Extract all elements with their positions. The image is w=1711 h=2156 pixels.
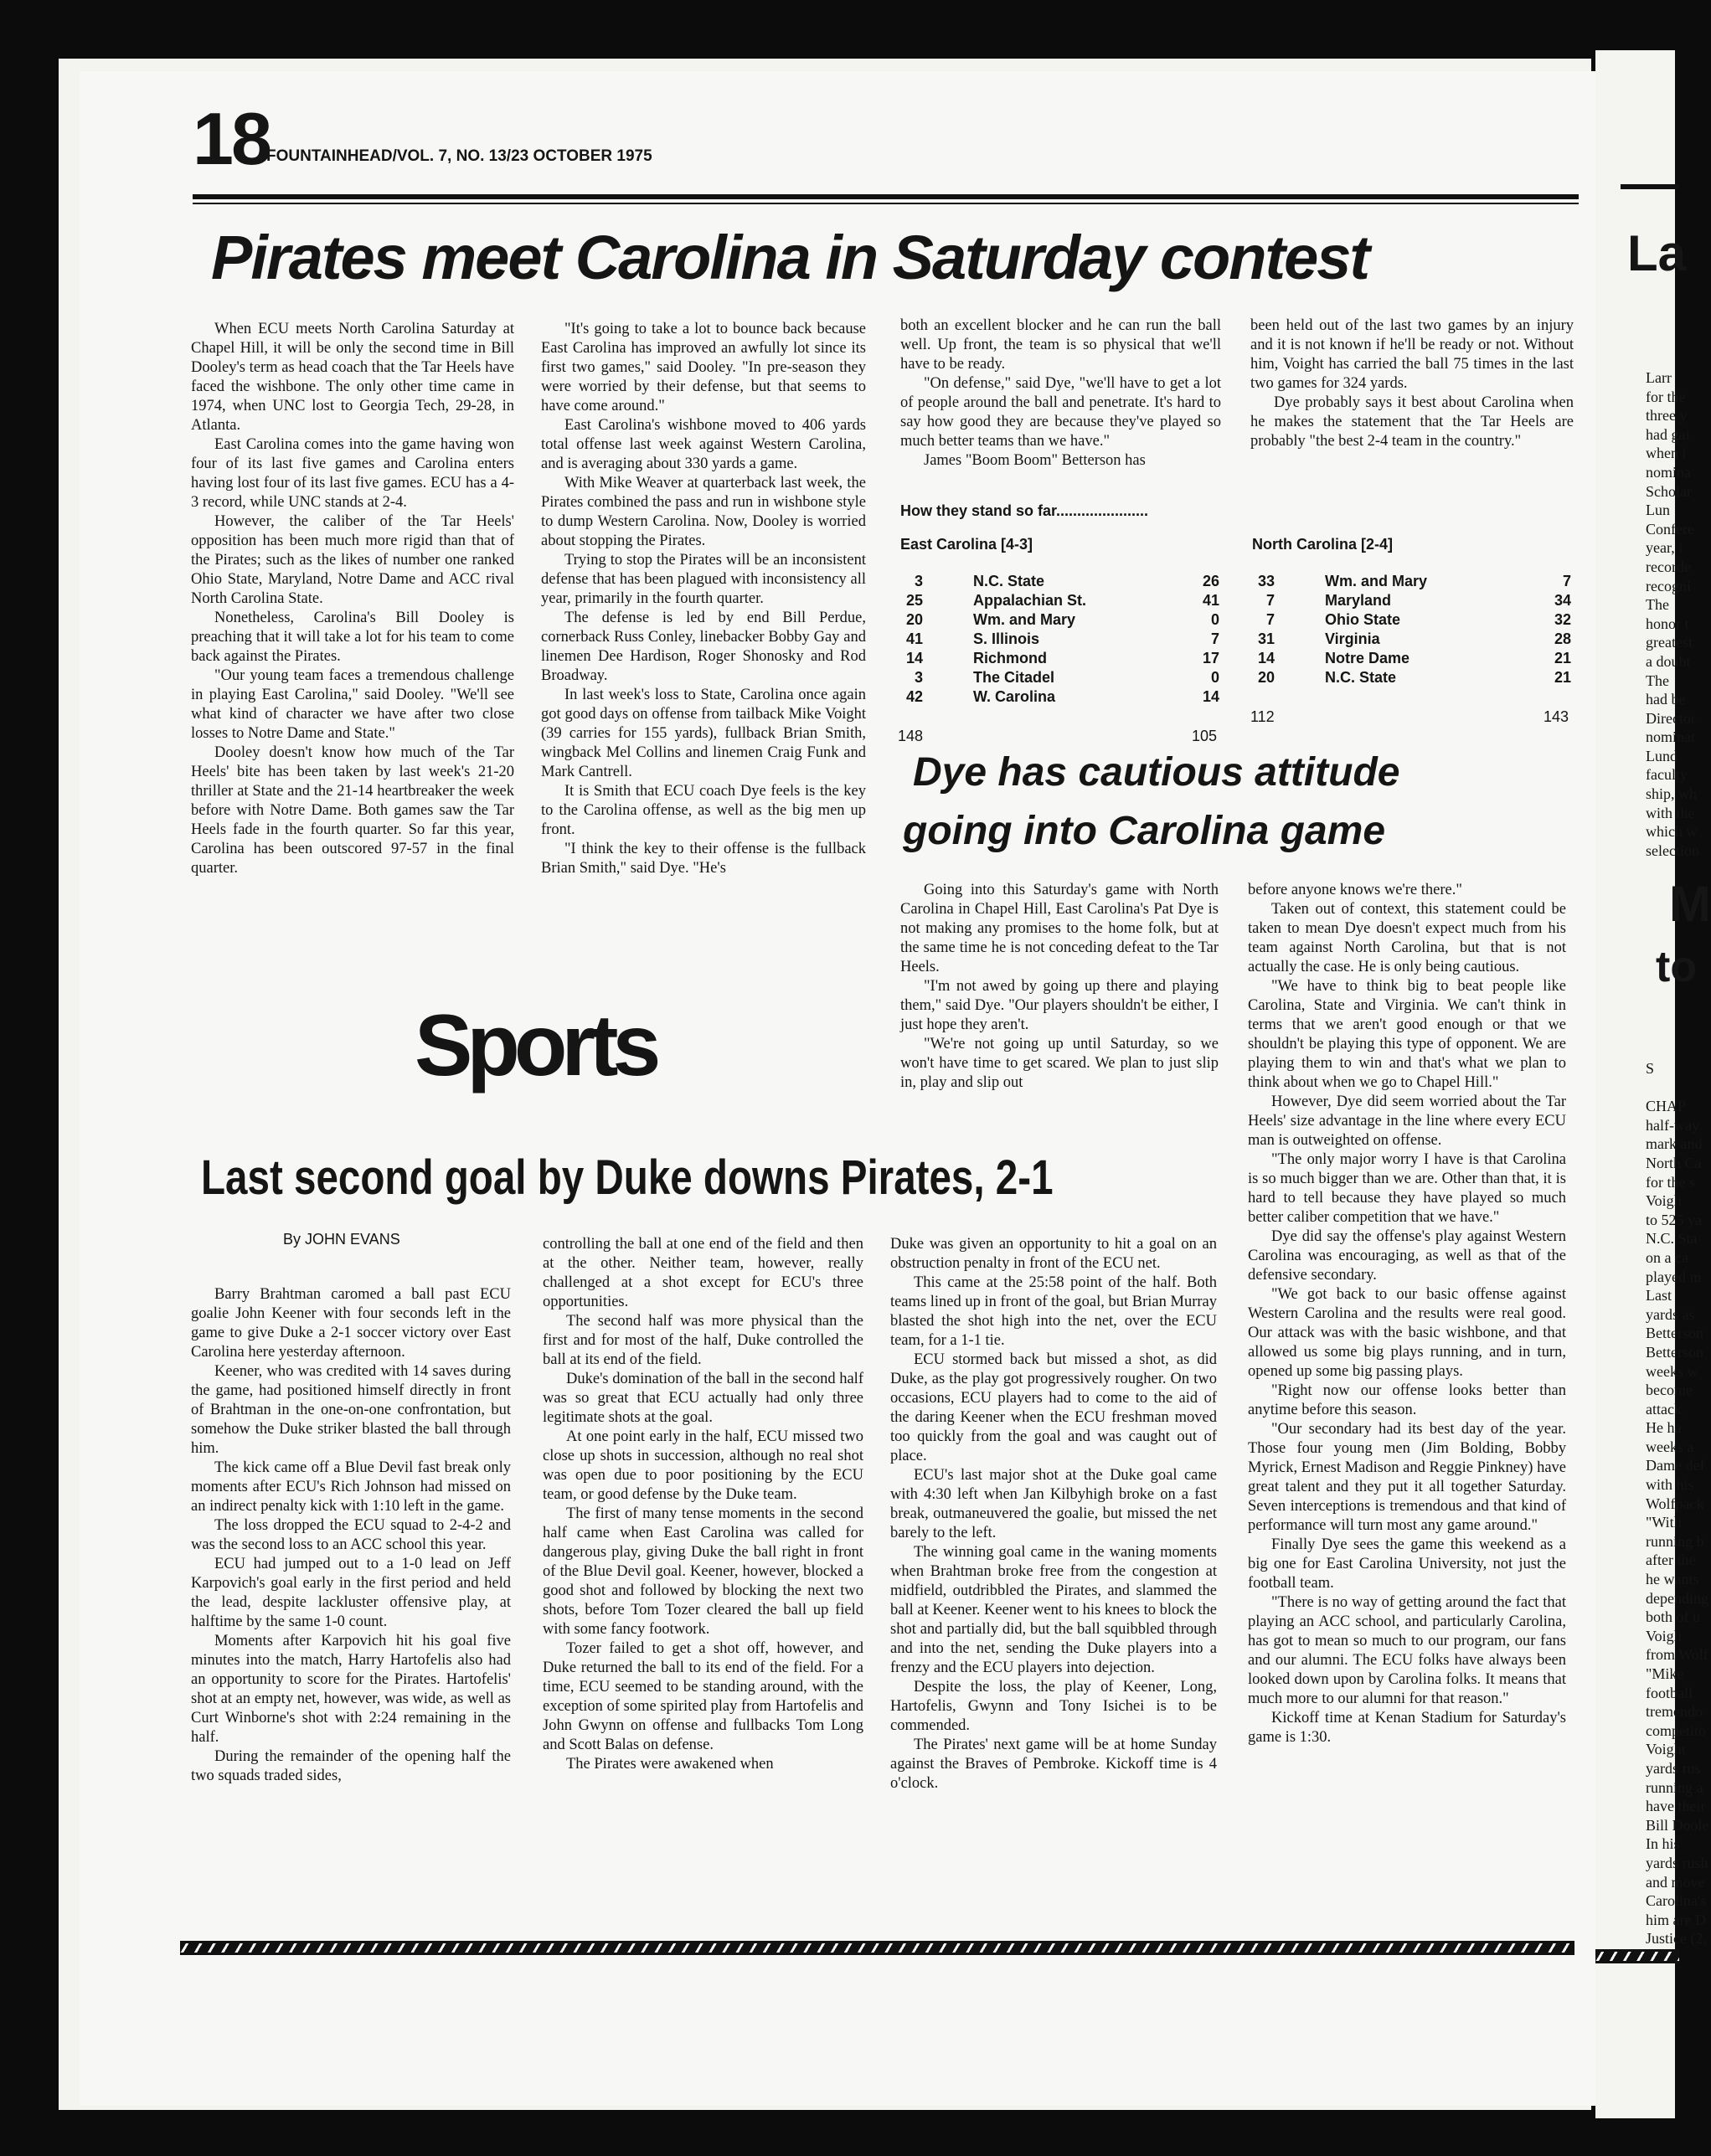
header-rule-thin	[193, 203, 1579, 204]
adjacent-text-line: recorde	[1646, 558, 1691, 575]
paragraph: The winning goal came in the waning moments when Brahtman broke free from the congestion at midfield, outdribbled the Pirates, and slammed the ball at Keener. Keener went to his knees to block the shot and partially did, but the ball squibbled through and into the net, sending the Duke players into a frenzy and the ECU players into dejection.	[890, 1544, 1217, 1676]
unc-total-points: 112	[1250, 708, 1275, 725]
opponent-name: Virginia	[1325, 630, 1380, 647]
adjacent-text-line: three y	[1646, 407, 1688, 425]
adjacent-text-line: running a	[1646, 1778, 1703, 1796]
adjacent-text-line: for the s	[1646, 1173, 1695, 1191]
paragraph: "I think the key to their offense is the fullback Brian Smith," said Dye. "He's	[541, 841, 866, 877]
adjacent-text-line: Voigh	[1646, 1627, 1682, 1644]
article1-column-2	[541, 320, 866, 878]
adjacent-text-line: Dame def	[1646, 1457, 1705, 1474]
standings-row	[896, 591, 1223, 610]
adjacent-text-line: have their	[1646, 1798, 1706, 1815]
adjacent-text-line: Lund	[1646, 747, 1678, 764]
headline-dye-line-1: Dye has cautious attitude	[913, 750, 1400, 795]
opponent-name: The Citadel	[973, 669, 1055, 686]
paragraph: "We're not going up until Saturday, so we won't have time to get scared. We plan to just slip in, play and slip out	[900, 1036, 1219, 1091]
adjacent-text-line: tremendo	[1646, 1703, 1703, 1721]
article1-column-4	[1250, 316, 1574, 451]
adjacent-text-line: a doubt	[1646, 652, 1691, 670]
paragraph: The second half was more physical than the first and for most of the half, Duke controlled the ball at its end of the field.	[543, 1313, 863, 1368]
paragraph: "It's going to take a lot to bounce back because East Carolina has improved an awfully lot since its first two games," said Dooley. "In pre-season they were worried by their defense, but that seems to have come around."	[541, 321, 866, 414]
paragraph: The first of many tense moments in the second half came when East Carolina was called for dangerous play, giving Duke the ball right in front of the Blue Devil goal. Keener, however, blocked a good shot and followed by blocking the next two shots, before Tom Tozer cleared the ball up field with some fancy footwork.	[543, 1505, 863, 1638]
paragraph: both an excellent blocker and he can run the ball well. Up front, the team is so physical that we'll have to be ready.	[900, 317, 1221, 373]
paragraph: However, Dye did seem worried about the Tar Heels' size advantage in the line where every ECU man is outweighted on offense.	[1248, 1093, 1566, 1149]
adjacent-text-line: competito	[1646, 1721, 1706, 1739]
adjacent-text-line: played m	[1646, 1268, 1702, 1285]
headline-dye-line-2: going into Carolina game	[903, 809, 1386, 853]
adjacent-text-line: weeks a	[1646, 1438, 1694, 1455]
paragraph: Dye probably says it best about Carolina when he makes the statement that the Tar Heels are probably "the best 2-4 team in the country."	[1250, 394, 1574, 450]
paragraph: Taken out of context, this statement could be taken to mean Dye doesn't expect much from his team against North Carolina, but that is not actually the case. He is only being cautious.	[1248, 901, 1566, 975]
paragraph: "There is no way of getting around the fact that playing an ACC school, and particularly Carolina, has got to mean so much to our program, our fans and our alumni. The ECU folks have always been looked down upon by Carolina folks. It means that much more to our alumni for that reason."	[1248, 1594, 1566, 1707]
adjacent-column-b	[1646, 1059, 1709, 1948]
adjacent-text-line: for the	[1646, 388, 1686, 405]
score-against: 41	[1202, 592, 1219, 609]
standings-ecu-table	[896, 572, 1223, 707]
score-for: 31	[1257, 630, 1275, 647]
score-against: 0	[1210, 611, 1219, 628]
adjacent-page	[1595, 50, 1711, 2118]
paragraph: East Carolina's wishbone moved to 406 yards total offense last week against Western Carolina, and is averaging about 330 yards a game.	[541, 417, 866, 472]
paragraph: "I'm not awed by going up there and playing them," said Dye. "Our players shouldn't be either, I just hope they aren't.	[900, 978, 1219, 1033]
score-for: 14	[905, 650, 923, 666]
paragraph: Barry Brahtman caromed a ball past ECU goalie John Keener with four seconds left in the game to give Duke a 2-1 soccer victory over East Carolina here yesterday afternoon.	[191, 1286, 511, 1361]
paragraph: At one point early in the half, ECU missed two close up shots in succession, although no real shot was open due to poor positioning by the ECU team, or good defense by the Duke team.	[543, 1428, 863, 1503]
paragraph: controlling the ball at one end of the field and then at the other. Neither team, however, really challenged at a shot except for ECU's three opportunities.	[543, 1236, 863, 1310]
adjacent-text-line: yards rush	[1646, 1854, 1708, 1871]
score-for: 3	[914, 669, 923, 686]
article3-column-3	[890, 1235, 1217, 1793]
adjacent-text-line: mark and	[1646, 1135, 1703, 1153]
adjacent-text-line: selection	[1646, 841, 1699, 859]
adjacent-text-line: North Ca	[1646, 1154, 1702, 1171]
adjacent-text-line: on a ca	[1646, 1248, 1688, 1266]
paragraph: Moments after Karpovich hit his goal five minutes into the match, Harry Hartofelis also had an opportunity to score for the Pirates. Hartofelis' shot at an empty net, however, was wide, as well as Curt Winborne's shot with 2:24 remaining in the half.	[191, 1633, 511, 1746]
score-for: 3	[914, 573, 923, 589]
adjacent-rule	[1621, 184, 1679, 189]
score-against: 21	[1554, 669, 1571, 686]
score-against: 17	[1202, 650, 1219, 666]
ecu-total-points: 148	[898, 728, 924, 744]
adjacent-text-line: Wolfpack	[1646, 1495, 1704, 1512]
adjacent-text-line: half-way	[1646, 1116, 1699, 1134]
adjacent-text-line: yards as	[1646, 1305, 1695, 1323]
standings-row	[896, 668, 1223, 687]
paragraph: "Our secondary had its best day of the year. Those four young men (Jim Bolding, Bobby Myrick, Ernest Madison and Reggie Pinkney) have great talent and they put it all together Saturday. Seven interceptions is tremendous and that kind of performance will turn most any game around."	[1248, 1421, 1566, 1534]
standings-title: How they stand so far......................	[900, 502, 1149, 519]
adjacent-text-line: Justice (2,	[1646, 1930, 1707, 1948]
adjacent-text-line: Confere	[1646, 520, 1694, 538]
adjacent-text-line: football	[1646, 1684, 1693, 1701]
score-for: 20	[905, 611, 923, 628]
adjacent-text-line: Director	[1646, 709, 1696, 727]
adjacent-text-line: The	[1646, 671, 1669, 689]
adjacent-text-line: to 525 ya	[1646, 1211, 1702, 1228]
standings-row	[1248, 649, 1574, 668]
paragraph: before anyone knows we're there."	[1248, 882, 1462, 898]
paragraph: However, the caliber of the Tar Heels' opposition has been much more rigid than that of the Pirates; such as the likes of number one ranked Ohio State, Maryland, Notre Dame and ACC rival North Carolina State.	[191, 513, 514, 607]
paragraph: It is Smith that ECU coach Dye feels is the key to the Carolina offense, as well as the big men up front.	[541, 783, 866, 838]
opponent-name: Richmond	[973, 650, 1047, 666]
score-against: 7	[1210, 630, 1219, 647]
adjacent-text-line: Scholar	[1646, 482, 1692, 500]
paragraph: East Carolina comes into the game having won four of its last five games and Carolina enters having lost four of its last five games. ECU has a 4-3 record, while UNC stands at 2-4.	[191, 436, 514, 511]
adjacent-text-line: He ha	[1646, 1419, 1682, 1437]
bottom-ornamental-rule	[180, 1941, 1574, 1955]
score-against: 21	[1554, 650, 1571, 666]
paragraph: ECU's last major shot at the Duke goal came with 4:30 left when Jan Kilbyhigh broke on a fast break, outmaneuvered the goalie, but missed the net barely to the left.	[890, 1467, 1217, 1541]
standings-row	[896, 610, 1223, 630]
score-for: 20	[1257, 669, 1275, 686]
paragraph: ECU stormed back but missed a shot, as did Duke, as the play got progressively rougher. On two occasions, ECU players had to come to the aid of the daring Keener when the ECU freshman moved too quickly from the goal and was caught out of place.	[890, 1351, 1217, 1464]
paragraph: "We have to think big to beat people like Carolina, State and Virginia. We can't think in terms that we aren't good enough or that we shouldn't be playing this type of opponent. We are playing them to win and that's what we plan to think about when we go to Chapel Hill."	[1248, 978, 1566, 1091]
adjacent-text-line: Larr	[1646, 369, 1672, 386]
paragraph: In last week's loss to State, Carolina once again got good days on offense from tailback Mike Voight (39 carries for 155 yards), fullback Brian Smith, wingback Mel Collins and linemen Craig Funk and Mark Cantrell.	[541, 687, 866, 780]
score-against: 34	[1554, 592, 1571, 609]
score-against: 26	[1202, 573, 1219, 589]
adjacent-text-line: when i	[1646, 445, 1687, 462]
opponent-name: W. Carolina	[973, 688, 1056, 705]
page-number: 18	[193, 97, 270, 180]
adjacent-text-line: CHAP	[1646, 1098, 1687, 1115]
adjacent-text-line: Bill Doole	[1646, 1816, 1709, 1834]
adjacent-text-line: ship, wh	[1646, 785, 1698, 803]
adjacent-text-line: recogni	[1646, 577, 1691, 594]
standings-row	[896, 687, 1223, 707]
adjacent-headline2-fragment: M	[1669, 876, 1711, 932]
adjacent-text-line: he wants	[1646, 1571, 1699, 1588]
adjacent-text-line: both of u	[1646, 1608, 1700, 1626]
section-title-sports: Sports	[415, 997, 656, 1094]
opponent-name: Appalachian St.	[973, 592, 1087, 609]
score-against: 28	[1554, 630, 1571, 647]
paragraph: The loss dropped the ECU squad to 2-4-2 and was the second loss to an ACC school this year.	[191, 1517, 511, 1553]
opponent-name: Maryland	[1325, 592, 1392, 609]
score-against: 14	[1202, 688, 1219, 705]
opponent-name: Wm. and Mary	[1325, 573, 1428, 589]
adjacent-text-line: Betterson	[1646, 1325, 1703, 1342]
paragraph: Dooley doesn't know how much of the Tar Heels' bite has been taken by last week's 21-20 thriller at State and the 21-14 heartbreaker the week before with Notre Dame. Both games saw the Tar Heels fade in the fourth quarter. So far this year, Carolina has been outscored 97-57 in the final quarter.	[191, 744, 514, 877]
adjacent-column-a	[1646, 368, 1699, 860]
adjacent-text-line: N.C. Sta	[1646, 1230, 1698, 1248]
opponent-name: Wm. and Mary	[973, 611, 1076, 628]
adjacent-text-line: nomina	[1646, 463, 1691, 481]
paragraph: With Mike Weaver at quarterback last week, the Pirates combined the pass and run in wishbone style to dump Western Carolina. Now, Dooley is worried about stopping the Pirates.	[541, 475, 866, 549]
adjacent-text-line: Lun	[1646, 502, 1670, 519]
adjacent-text-line: weeks w	[1646, 1362, 1698, 1380]
adjacent-bottom-rule	[1595, 1949, 1679, 1963]
opponent-name: N.C. State	[1325, 669, 1397, 686]
adjacent-text-line: and move	[1646, 1873, 1705, 1891]
paragraph: "We got back to our basic offense against Western Carolina and the results were real good. Our attack was with the basic wishbone, and that allowed us some big plays running, and in turn, opened up some big passing plays.	[1248, 1286, 1566, 1380]
adjacent-text-line: Carolina's	[1646, 1892, 1707, 1910]
adjacent-text-line: greatest	[1646, 634, 1693, 651]
adjacent-text-line: running b	[1646, 1532, 1704, 1550]
score-against: 0	[1210, 669, 1219, 686]
article1-column-1	[191, 320, 514, 878]
paragraph: During the remainder of the opening half the two squads traded sides,	[191, 1748, 511, 1784]
paragraph: This came at the 25:58 point of the half. Both teams lined up in front of the goal, but Brian Murray blasted the shot high into the net, over the ECU team, for a 1-1 tie.	[890, 1274, 1217, 1349]
article2-column-1	[900, 881, 1219, 1093]
adjacent-text-line: Betterson	[1646, 1343, 1703, 1361]
opponent-name: N.C. State	[973, 573, 1045, 589]
paragraph: Dye did say the offense's play against Western Carolina was encouraging, as well as that of the defensive secondary.	[1248, 1228, 1566, 1284]
standings-row	[896, 630, 1223, 649]
adjacent-text-line: which w	[1646, 823, 1698, 841]
paragraph: James "Boom Boom" Betterson has	[924, 452, 1146, 469]
adjacent-text-line: Voigh	[1646, 1192, 1682, 1210]
score-for: 7	[1265, 592, 1275, 609]
paragraph: "The only major worry I have is that Carolina is so much bigger than we are. Other than that, it is hard to tell because they have played so much better caliber competition that we have."	[1248, 1151, 1566, 1226]
adjacent-text-line: faculty	[1646, 766, 1688, 784]
opponent-name: S. Illinois	[973, 630, 1040, 647]
adjacent-text-line: him are D	[1646, 1911, 1706, 1928]
headline-pirates-meet-carolina: Pirates meet Carolina in Saturday contest	[211, 223, 1369, 292]
standings-row	[896, 572, 1223, 591]
paragraph: Tozer failed to get a shot off, however, and Duke returned the ball to its end of the field. For a time, ECU seemed to be standing around, with the exception of some spirited play from Hartofelis and John Gwynn on offense and fullbacks Tom Long and Scott Balas on defense.	[543, 1640, 863, 1753]
standings-ecu-title: East Carolina [4-3]	[900, 536, 1033, 553]
paragraph: Kickoff time at Kenan Stadium for Saturday's game is 1:30.	[1248, 1710, 1566, 1746]
article3-column-1	[191, 1285, 511, 1786]
headline-last-second-goal: Last second goal by Duke downs Pirates, 2-1	[201, 1150, 1054, 1205]
paragraph: The defense is led by end Bill Perdue, cornerback Russ Conley, linebacker Bobby Gay and linemen Dee Hardison, Roger Shonosky and Rod Broadway.	[541, 610, 866, 684]
standings-row	[1248, 572, 1574, 591]
paragraph: Duke was given an opportunity to hit a goal on an obstruction penalty in front of the ECU net.	[890, 1236, 1217, 1272]
article2-column-2	[1248, 881, 1566, 1747]
adjacent-text-line: attack.	[1646, 1400, 1686, 1418]
unc-total-opponent: 143	[1544, 708, 1569, 725]
paragraph: Keener, who was credited with 14 saves during the game, had positioned himself directly in front of Brahtman in the one-on-one confrontation, but somehow the Duke striker blasted the ball through him.	[191, 1363, 511, 1457]
adjacent-text-line: year, i	[1646, 539, 1683, 557]
paragraph: Duke's domination of the ball in the second half was so great that ECU actually had only three legitimate shots at the goal.	[543, 1371, 863, 1426]
standings-row	[1248, 668, 1574, 687]
article1-column-3	[900, 316, 1221, 471]
header-rule	[193, 194, 1579, 199]
article3-column-2	[543, 1235, 863, 1774]
score-for: 33	[1257, 573, 1275, 589]
opponent-name: Ohio State	[1325, 611, 1401, 628]
paragraph: Finally Dye sees the game this weekend as a big one for East Carolina University, not just the football team.	[1248, 1536, 1566, 1592]
adjacent-text-line: had be	[1646, 691, 1686, 708]
adjacent-text-line	[1646, 1078, 1709, 1098]
adjacent-text-line: after the	[1646, 1551, 1696, 1569]
adjacent-text-line: become	[1646, 1382, 1693, 1399]
folio-line: FOUNTAINHEAD/VOL. 7, NO. 13/23 OCTOBER 1975	[266, 147, 652, 165]
standings-unc-title: North Carolina [2-4]	[1252, 536, 1394, 553]
score-for: 42	[905, 688, 923, 705]
adjacent-headline-fragment: La	[1627, 225, 1687, 281]
ecu-total-opponent: 105	[1192, 728, 1218, 744]
adjacent-text-line: with his	[1646, 1476, 1694, 1494]
adjacent-text-line: had gai	[1646, 425, 1690, 443]
paragraph: been held out of the last two games by an injury and it is not known if he'll be ready or not. Without him, Voight has carried the ball 75 times in the last two games for 324 yards.	[1250, 317, 1574, 392]
paragraph: Going into this Saturday's game with North Carolina in Chapel Hill, East Carolina's Pat Dye is not making any promises to the home folk, but at the same time he is not conceding defeat to the Tar Heels.	[900, 882, 1219, 975]
adjacent-text-line: Last	[1646, 1287, 1672, 1304]
byline: By JOHN EVANS	[283, 1231, 400, 1248]
adjacent-text-line: from Wolf	[1646, 1646, 1708, 1664]
paragraph: Trying to stop the Pirates will be an inconsistent defense that has been plagued with inconsistency all year, primarily in the fourth quarter.	[541, 552, 866, 607]
adjacent-text-line: "Mike	[1646, 1665, 1684, 1682]
adjacent-text-line: nominat	[1646, 728, 1695, 746]
paragraph: The Pirates were awakened when	[566, 1756, 774, 1773]
adjacent-text-line: In his	[1646, 1835, 1680, 1853]
paragraph: When ECU meets North Carolina Saturday at Chapel Hill, it will be only the second time in Bill Dooley's term as head coach that the Tar Heels have faced the wishbone. The only other time came in 1974, when UNC lost to Georgia Tech, 29-28, in Atlanta.	[191, 321, 514, 434]
score-against: 32	[1554, 611, 1571, 628]
adjacent-text-line: Voight	[1646, 1741, 1686, 1758]
adjacent-headline3-fragment: to	[1656, 943, 1698, 991]
adjacent-text-line: The	[1646, 596, 1669, 614]
score-for: 41	[905, 630, 923, 647]
paragraph: "Our young team faces a tremendous challenge in playing East Carolina," said Dooley. "We'll see what kind of character we have after two close losses to Notre Dame and State."	[191, 667, 514, 742]
adjacent-text-line: depending	[1646, 1589, 1708, 1607]
paragraph: The kick came off a Blue Devil fast break only moments after ECU's Rich Johnson had missed on an indirect penalty kick with 1:10 left in the game.	[191, 1459, 511, 1515]
score-for: 25	[905, 592, 923, 609]
adjacent-text-line: with the	[1646, 804, 1695, 821]
adjacent-text-line: yards rus	[1646, 1759, 1701, 1777]
adjacent-text-line: S	[1646, 1060, 1655, 1077]
paragraph: ECU had jumped out to a 1-0 lead on Jeff Karpovich's goal early in the first period and held the lead, despite lackluster offensive play, at halftime by the same 1-0 count.	[191, 1556, 511, 1630]
standings-unc-table	[1248, 572, 1574, 687]
standings-row	[1248, 630, 1574, 649]
paragraph: "Right now our offense looks better than anytime before this season.	[1248, 1382, 1566, 1418]
paragraph: Despite the loss, the play of Keener, Long, Hartofelis, Gwynn and Tony Isichei is to be commended.	[890, 1679, 1217, 1734]
adjacent-text-line: honor t	[1646, 615, 1689, 632]
paragraph: The Pirates' next game will be at home Sunday against the Braves of Pembroke. Kickoff time is 4 o'clock.	[890, 1737, 1217, 1792]
score-for: 7	[1265, 611, 1275, 628]
score-for: 14	[1257, 650, 1275, 666]
standings-row	[1248, 610, 1574, 630]
adjacent-text-line: "With	[1646, 1514, 1682, 1531]
standings-row	[1248, 591, 1574, 610]
paragraph: Nonetheless, Carolina's Bill Dooley is preaching that it will take a lot for his team to come back against the Pirates.	[191, 610, 514, 665]
opponent-name: Notre Dame	[1325, 650, 1410, 666]
standings-row	[896, 649, 1223, 668]
paragraph: "On defense," said Dye, "we'll have to get a lot of people around the ball and penetrate. It's hard to say how good they are because they've played so much better teams than we have."	[900, 375, 1221, 450]
score-against: 7	[1562, 573, 1571, 589]
